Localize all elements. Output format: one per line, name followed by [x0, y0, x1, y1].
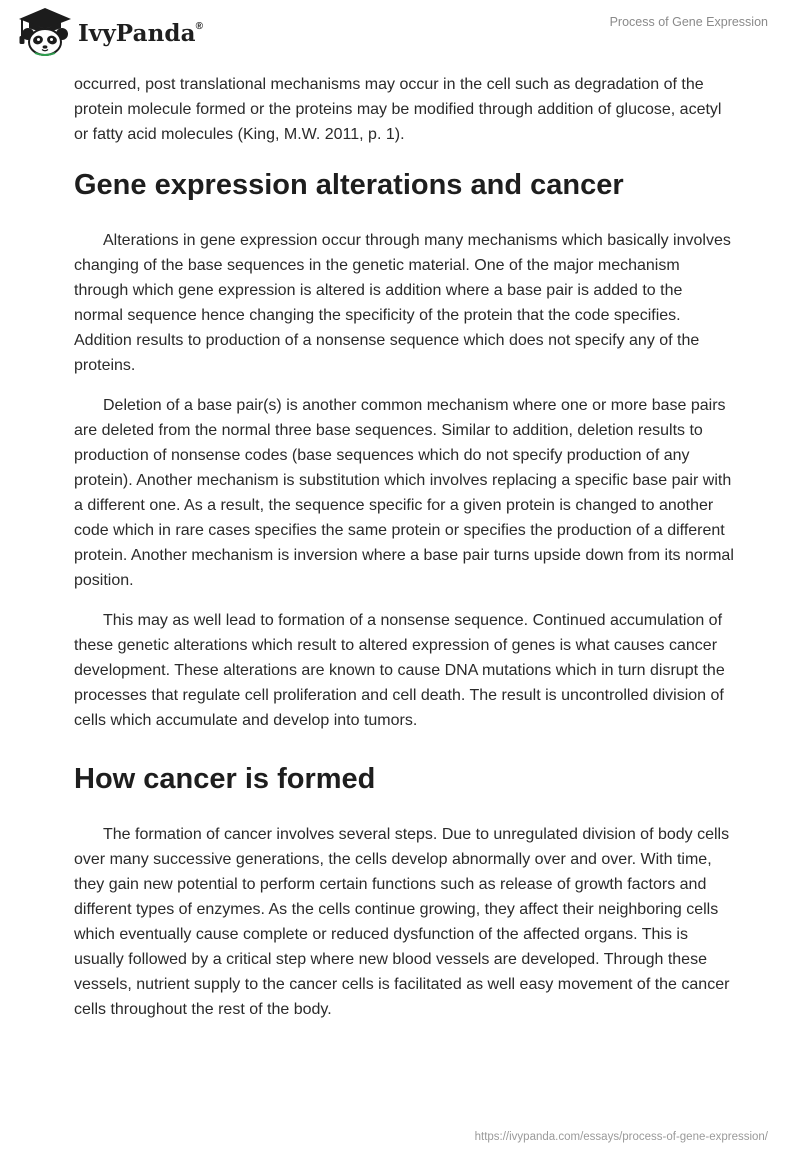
- intro-paragraph: occurred, post translational mechanisms may occur in the cell such as degradation of the protein molecule formed or the proteins may be modified through addition of glucose, acetyl or fatty acid molecules (King, M.W. 2011, p. 1).: [74, 76, 722, 143]
- brand-logo[interactable]: [16, 6, 203, 58]
- body-paragraph: Deletion of a base pair(s) is another common mechanism where one or more base pairs are deleted from the normal three base sequences. Similar to addition, deletion results to production of nonsense codes (base sequences which do not specify production of any protein). Another mechanism is substitution which involves replacing a specific base pair with a different one. As a result, the sequence specific for a given protein is changed to another code which in rare cases specifies the same protein or specifies the production of a different protein. Another mechanism is inversion where a base pair turns upside down from its normal position.: [74, 397, 734, 589]
- essay-body: [74, 72, 734, 1037]
- section-heading-alterations: Gene expression alterations and cancer: [74, 169, 624, 201]
- source-url-link[interactable]: https://ivypanda.com/essays/process-of-gene-expression/: [474, 1131, 768, 1143]
- body-paragraph: The formation of cancer involves several steps. Due to unregulated division of body cells over many successive generations, the cells develop abnormally over and over. With time, they gain new potential to perform certain functions such as release of growth factors and different types of enzymes. As the cells continue growing, they affect their neighboring cells which eventually cause complete or reduced dysfunction of the affected organs. This is usually followed by a critical step where new blood vessels are developed. Through these vessels, nutrient supply to the cancer cells is facilitated as well easy movement of the cancer cells throughout the rest of the body.: [74, 826, 730, 1018]
- body-paragraph: This may as well lead to formation of a nonsense sequence. Continued accumulation of these genetic alterations which result to altered expression of genes is what causes cancer development. These alterations are known to cause DNA mutations which in turn disrupt the processes that regulate cell proliferation and cell death. The result is uncontrolled division of cells which accumulate and develop into tumors.: [74, 612, 725, 729]
- section-heading-cancer-formation: How cancer is formed: [74, 763, 376, 795]
- page-header: [0, 0, 800, 62]
- brand-name: IvyPanda®: [78, 19, 204, 47]
- document-title: Process of Gene Expression: [609, 15, 768, 29]
- graduation-panda-icon: [16, 7, 74, 57]
- body-paragraph: Alterations in gene expression occur through many mechanisms which basically involves changing of the base sequences in the genetic material. One of the major mechanism through which gene expression is altered is addition where a base pair is added to the normal sequence hence changing the specificity of the protein that the code specifies. Addition results to production of a nonsense sequence which does not specify any of the proteins.: [74, 232, 731, 374]
